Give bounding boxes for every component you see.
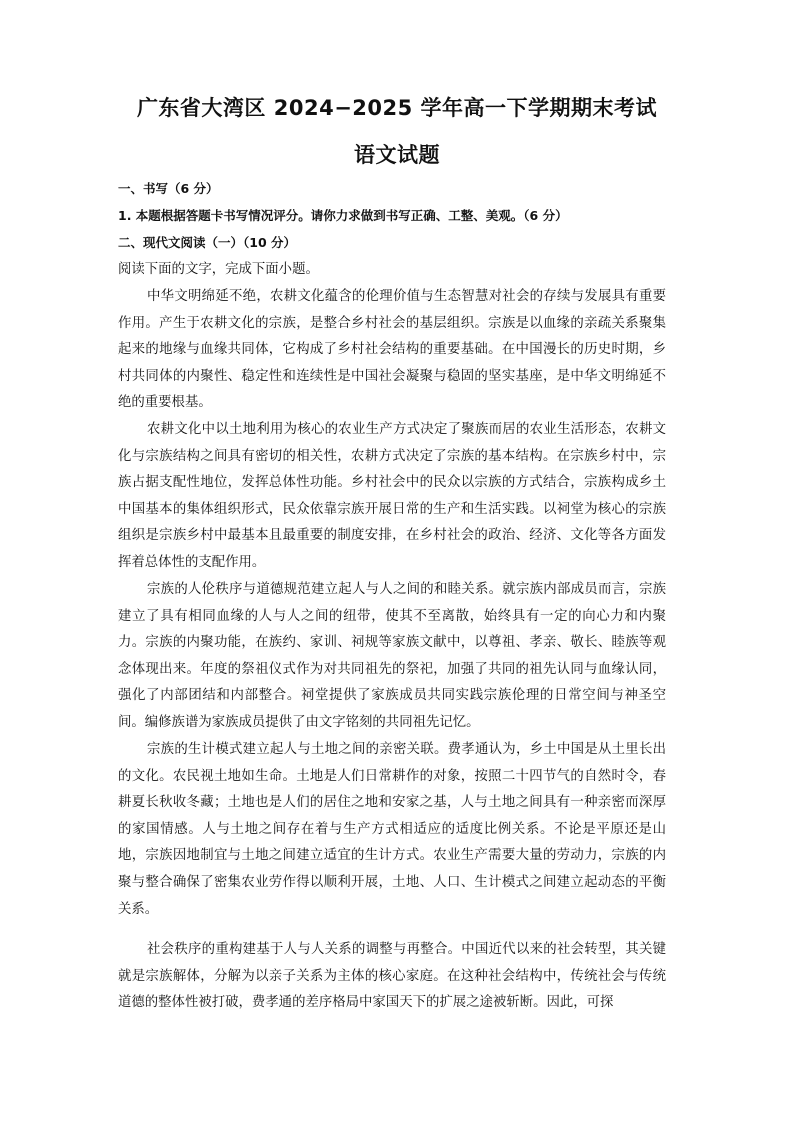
passage-paragraph: 中华文明绵延不绝，农耕文化蕴含的伦理价值与生态智慧对社会的存续与发展具有重要作用。产生于农耕文化的宗族，是整合乡村社会的基层组织。宗族是以血缘的亲疏关系聚集起来的地缘与血缘共同体，它构成了乡村社会结构的重要基础。在中国漫长的历史时期，乡村共同体的内聚性、稳定性和连续性是中国社会凝聚与稳固的坚实基座，是中华文明绵延不绝的重要根基。 bbox=[118, 289, 666, 411]
passage-paragraph: 农耕文化中以土地利用为核心的农业生产方式决定了聚族而居的农业生活形态，农耕文化与宗族结构之间具有密切的相关性，农耕方式决定了宗族的基本结构。在宗族乡村中，宗族占据支配性地位，发挥总体性功能。乡村社会中的民众以宗族的方式结合，宗族构成乡土中国基本的集体组织形式，民众依靠宗族开展日常的生产和生活实践。以祠堂为核心的宗族组织是宗族乡村中最基本且最重要的制度安排，在乡村社会的政治、经济、文化等各方面发挥着总体性的支配作用。 bbox=[118, 422, 666, 570]
question-1: 1. 本题根据答题卡书写情况评分。请你力求做到书写正确、工整、美观。（6 分） bbox=[118, 208, 568, 223]
passage-paragraph: 宗族的生计模式建立起人与土地之间的亲密关联。费孝通认为，乡土中国是从土里长出的文化。农民视土地如生命。土地是人们日常耕作的对象，按照二十四节气的自然时令，春耕夏长秋收冬藏；土地也是人们的居住之地和安家之基，人与土地之间具有一种亲密而深厚的家国情感。人与土地之间存在着与生产方式相适应的适度比例关系。不论是平原还是山地，宗族因地制宜与土地之间建立适宜的生计方式。农业生产需要大量的劳动力，宗族的内聚与整合确保了密集农业劳作得以顺利开展，土地、人口、生计模式之间建立起动态的平衡关系。 bbox=[118, 742, 666, 917]
passage-paragraph: 社会秩序的重构建基于人与人关系的调整与再整合。中国近代以来的社会转型，其关键就是宗族解体，分解为以亲子关系为主体的核心家庭。在这种社会结构中，传统社会与传统道德的整体性被打破，费孝通的差序格局中家国天下的扩展之途被斩断。因此，可探 bbox=[118, 942, 666, 1011]
reading-instruction: 阅读下面的文字，完成下面小题。 bbox=[118, 262, 319, 277]
section-heading-reading: 二、现代文阅读（一）（10 分） bbox=[118, 235, 296, 250]
passage-paragraph: 宗族的人伦秩序与道德规范建立起人与人之间的和睦关系。就宗族内部成员而言，宗族建立了具有相同血缘的人与人之间的纽带，使其不至离散，始终具有一定的向心力和内聚力。宗族的内聚功能，在族约、家训、祠规等家族文献中，以尊祖、孝亲、敬长、睦族等观念体现出来。年度的祭祖仪式作为对共同祖先的祭祀，加强了共同的祖先认同与血缘认同，强化了内部团结和内部整合。祠堂提供了家族成员共同实践宗族伦理的日常空间与神圣空间。编修族谱为家族成员提供了由文字铭刻的共同祖先记忆。 bbox=[118, 582, 666, 730]
section-heading-writing: 一、书写（6 分） bbox=[118, 181, 219, 196]
exam-title: 广东省大湾区 2024−2025 学年高一下学期期末考试 bbox=[136, 96, 658, 120]
exam-subtitle: 语文试题 bbox=[354, 143, 440, 167]
